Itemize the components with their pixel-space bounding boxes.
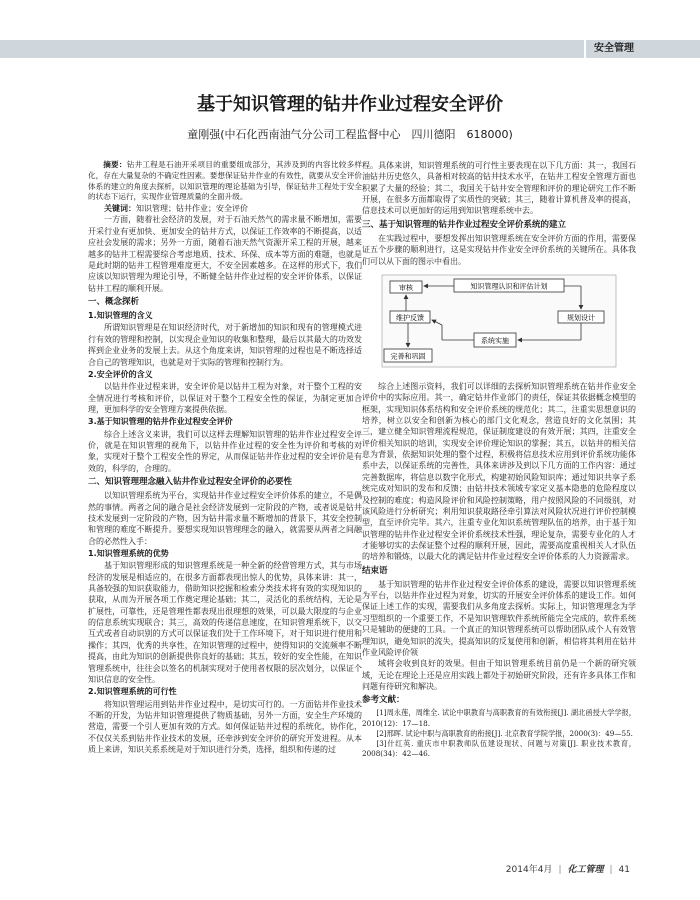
reference-item: [3]什红英. 重庆市中职教师队伍建设现状、问题与对策[J]. 职业技术教育，2008(34)：42—46.: [362, 739, 636, 759]
left-column-body: [88, 214, 362, 755]
body-paragraph: 以知识管理系统为平台，实现钻井作业过程安全评价体系的建立，不是偶然的事情。两者之间的融合是社会经济发展到一定阶段的产物，或者说是钻井技术发展到一定阶段的产物，因为钻井需求量不断增加的背景下，其安全控制和管理的难度不断提升。要想实现知识管理理念的融入，就需要从两者之间融合的必然性入手：: [88, 491, 362, 546]
body-paragraph: 综合上述图示资料，我们可以详细的去探析知识管理系统在钻井作业安全评价中的实际应用。其一，确定钻井作业部门的责任，保证其依据概念模型的框架，实现知识体系结构和安全评价系统的规范化；其二，注重实思想意识的培养，树立以安全和创新为核心的部门文化观念，营造良好的文化氛围；其三，建立健全知识管理流程规范，保证制度建设的有效开展；其四，注重安全评价相关知识的培训，实现安全评价理论知识的掌握；其五，以钻井的相关信息为背景，依据知识处理的整个过程，积极将信息技术应用到评价系统功能体系中去，以保证系统的完善性，具体来讲涉及到以下几方面的工作内容：通过完善数据库，将信息以数字化形式，构建初始风险知识库；通过知识共享子系统完成对知识的发布和反馈；由钻井技术领域专家定义基本隐患的危险程度以及控制的难度；构造风险评价和风险控制策略，用户按照风险的不同级别，对该风险进行分析研究；利用知识获取路径牵引算法对风险状况进行评价控制模型，直至评价完毕。其六，注重专业化知识系统管理队伍的培养，由于基于知识管理的钻井作业过程安全评价系统技术性强，理论复杂，需要专业化的人才才能够切实的去保证整个过程的顺利开展，因此，需要高度重视相关人才队伍的培养和锻炼，以最大化的满足钻井作业过程安全评价体系的人力资源需求。: [362, 381, 636, 562]
diagram-node-feedback-label: 维护反馈: [396, 313, 424, 322]
right-column: [362, 160, 636, 860]
body-paragraph: 所谓知识管理是在知识经济时代，对于新增加的知识和现有的管理模式进行有效的管理和控制，以实现企业知识的收集和整理，最后以其最大的功效发挥到企业业务的发展上去。从这个角度来讲，知识管理的过程也是不断选择适合自己的管理知识，也就是对于实际的管理和控制行为。: [88, 323, 362, 367]
body-paragraph: 基于知识管理形成的知识管理系统是一种全新的经营管理方式，其与市场经济的发展是相适应的，在很多方面都表现出惊人的优势，具体来讲：其一，具备较强的知识获取能力，借助知识挖掘和检索分类技术将有效的实现知识的获取，从而为开展各项工作奠定理论基础；其二，灵活化的系统结构，无论是扩展性，可靠性，还是管理性都表现出很理想的效果，可以最大限度的与企业的信息系统实现联合；其三，高效的传递信息速度，在知识管理系统下，以交互式或者自动识别的方式可以保证我们处于工作环境下，对于知识进行使用和操作；其四，优秀的共享性，在知识管理的过程中，使得知识的交流频率不断提高，由此为知识的创新提供你良好的基础；其五，较好的安全性能，在知识管理系统中，往往会以签名的机制实现对于使用者权限的层次划分，以保证个知识信息的安全性。: [88, 561, 362, 684]
diagram-node-audit-label: 审核: [399, 283, 413, 292]
page-footer: 2014年4月 | 化工管理 | 41: [505, 865, 630, 875]
process-diagram: [362, 271, 636, 375]
section-heading: 三、基于知识管理的钻井作业过程安全评价系统的建立: [362, 219, 567, 230]
subsection-heading: 2.安全评价的含义: [88, 369, 153, 379]
body-paragraph: 将知识管理运用到钻井作业过程中，是切实可行的。一方面钻井作业技术不断的开发，为钻井知识管理提供了物质基础，另外一方面，安全生产环境的营造，需要一个引人更加有效的方式。如何保证钻井过程的系统化，协作化，不仅仅关系到钻井作业技术的发展，还牵涉到安全评价的研究开发进程。从本质上来讲，知识关系系统是对于知识进行分类，选择，组织和传递的过: [88, 699, 362, 755]
left-column: [88, 160, 362, 860]
keywords-text: 知识管理；钻井作业；安全评价: [136, 204, 248, 214]
footer-date: 2014年4月: [505, 865, 553, 875]
body-paragraph: 基于知识管理的钻井作业过程安全评价体系的建设，需要以知识管理系统为平台，以钻井作业过程为对象，切实的开展安全评价体系的建设工作。如何保证上述工作的实现，需要我们从多角度去探析。实际上，知识管理理念为学习型组织的一个重要工作，不是知识管理软件系统所能完全完成的，软件系统只是辅助的便捷的工具。一个真正的知识管理系统可以帮助团队成个人有效管理知识，避免知识的流失，提高知识的反复使用和创新，相信将其利用在钻井作业风险评价领: [362, 579, 636, 657]
body-paragraph: 综合上述含义来讲，我们可以这样去理解知识管理的钻井作业过程安全评价，就是在知识管理的视角下，以钻井作业过程的安全性为评价和考核的对象，实现对于整个工程安全性的界定，从而保证钻井作业过程的安全评价是有效的，科学的，合理的。: [88, 429, 362, 473]
diagram-node-improve-label: 完善和巩固: [390, 352, 426, 361]
diagram-center-label: 知识管理认识和评估计划: [470, 282, 548, 291]
subsection-heading: 1.知识管理的含义: [88, 311, 153, 321]
abstract-label: 摘要：: [103, 160, 127, 169]
article-byline: 童刚强(中石化西南油气分公司工程监督中心 四川德阳 618000): [187, 128, 513, 141]
body-paragraph: 以钻井作业过程来讲，安全评价是以钻井工程为对象，对于整个工程的安全情况进行考核和评价，以保证对于整个工程安全性的保证，为制定更加合理，更加科学的安全管理方案提供依据。: [88, 382, 362, 414]
footer-magazine: 化工管理: [567, 865, 604, 875]
body-paragraph: 在实践过程中，要想发挥出知识管理系统在安全评价方面的作用，需要保证五个步骤的顺利进行，这是实现钻井作业安全评价系统的关键所在。具体我们可以从下面的图示中看出。: [362, 233, 636, 266]
abstract-text: 钻井工程是石油开采项目的重要组成部分，其涉及到的内容比较多样化，存在大量复杂的不确定性因素。要想保证钻井作业的有效性，就要从安全评价体系的建立的角度去探析，以知识管理的理论基础为引导，保证钻井工程处于安全的状态下运行，实现作业管理质量的全面升级。: [88, 160, 362, 202]
body-paragraph: 程。具体来讲，知识管理系统的可行性主要表现在以下几方面：其一，我国石油钻井历史悠久，具备相对较高的钻井技术水平，在钻井工程安全管理方面也积累了大量的经验；其二，我国关于钻井安全管理和评价的理论研究工作不断开展，在很多方面都取得了实质性的突破；其三，随着计算机普及率的提高，信息技术可以更加好的运用到知识管理系统中去。: [362, 161, 636, 216]
right-column-bottom: [362, 381, 636, 760]
reference-item: [1]周永莲，周维全. 试论中职教育与高职教育的有效衔接[J]. 湖北函授大学学报，2010(12)：17—18.: [362, 708, 636, 728]
subsection-heading: 3.基于知识管理的钻井作业过程安全评价: [88, 417, 233, 427]
reference-item: [2]邢晖. 试论中职与高职教育的衔接[J]. 北京教育学院学报，2000(3)：49—55.: [376, 728, 633, 738]
keywords: [88, 203, 362, 214]
section-heading: 二、知识管理理念融入钻井作业过程安全评价的必要性: [88, 477, 293, 488]
section-tab: 安全管理: [584, 40, 642, 58]
diagram-node-implement-label: 系统实施: [481, 336, 509, 345]
abstract: [88, 160, 362, 203]
section-heading: 结束语: [362, 565, 388, 576]
article-title: 基于知识管理的钻井作业过程安全评价: [197, 94, 503, 115]
right-column-top: [362, 160, 636, 267]
section-heading: 参考文献：: [362, 695, 405, 706]
body-paragraph: 一方面，随着社会经济的发展，对于石油天然气的需求量不断增加，需要开采行业有更加快、更加安全的钻井方式，以保证工作效率的不断提高，以适应社会发展的需求；另外一方面，随着石油天然气资源开采工程的开展，越来越多的钻井工程需要综合考虑地质、技术、环保、成本等方面的难题，也就是是此时期的钻井工程管理难度更大，不安全因素越多。在这样的形式下，我们应该以知识管理为理论引导，不断健全钻井作业过程的安全评价体系，以保证钻井工程的顺利开展。: [88, 215, 362, 293]
section-heading: 一、概念探析: [88, 297, 140, 307]
body-paragraph: 域将会收到良好的效果。但由于知识管理系统目前仍是一个新的研究领域，无论在理论上还是应用实践上都处于初始研究阶段，还有许多具体工作和问题有待研究和解决。: [362, 659, 636, 691]
keywords-label: 关键词：: [104, 203, 136, 214]
diagram-node-plan-label: 规划设计: [567, 313, 595, 322]
process-diagram-svg: [362, 271, 636, 375]
subsection-heading: 1.知识管理系统的优势: [88, 548, 169, 558]
page-number: 41: [618, 865, 630, 875]
subsection-heading: 2.知识管理系统的可行性: [88, 687, 177, 697]
